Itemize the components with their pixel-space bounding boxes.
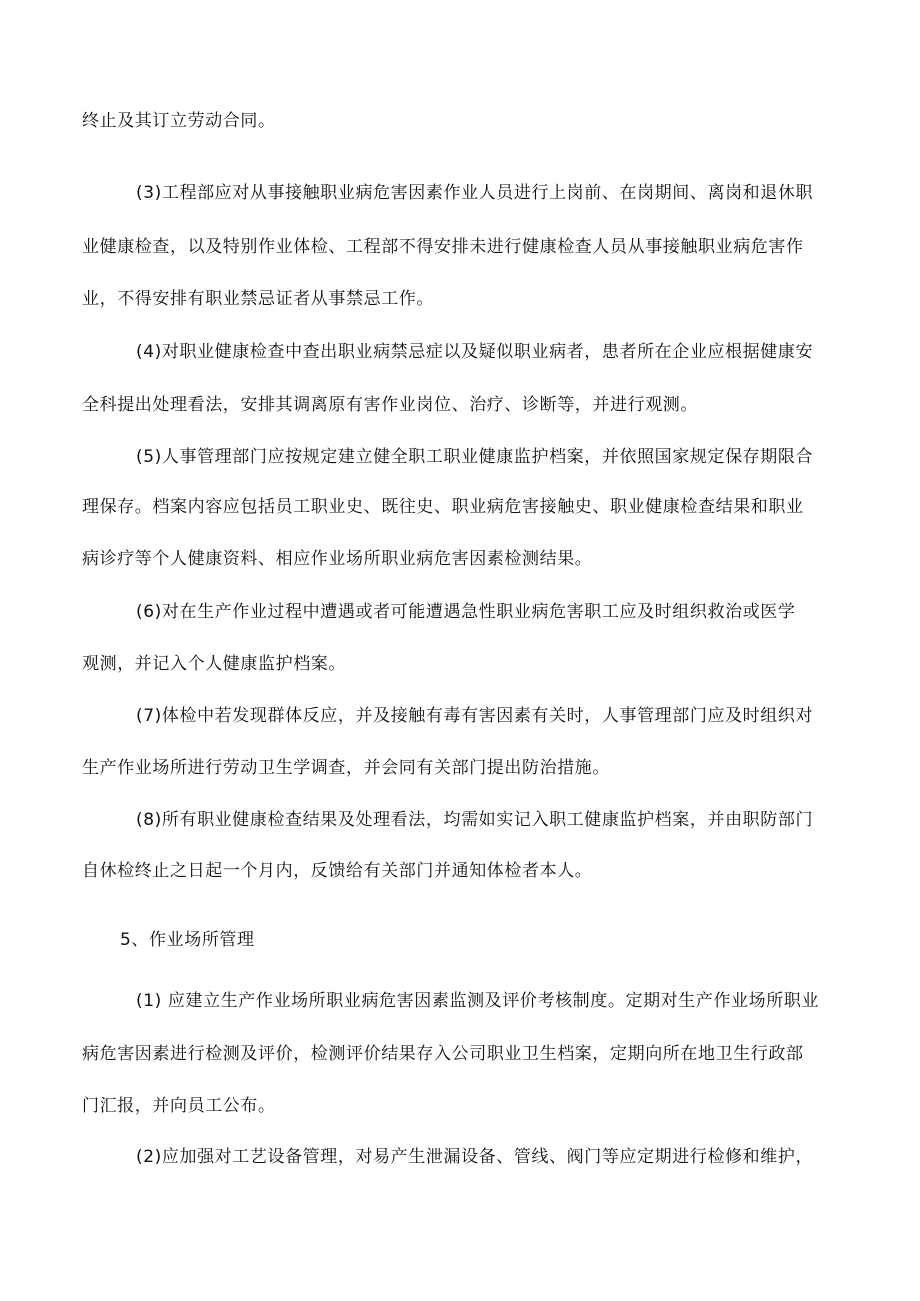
text-line: 门汇报，并向员工公布。 xyxy=(82,1096,276,1116)
text-line: 理保存。档案内容应包括员工职业史、既往史、职业病危害接触史、职业健康检查结果和职业 xyxy=(82,497,804,517)
text-line: (8)所有职业健康检查结果及处理看法，均需如实记入职工健康监护档案，并由职防部门 xyxy=(136,810,814,830)
text-line: 观测，并记入个人健康监护档案。 xyxy=(82,654,346,674)
text-line: (1) 应建立生产作业场所职业病危害因素监测及评价考核制度。定期对生产作业场所职业 xyxy=(136,991,820,1011)
text-line: (7)体检中若发现群体反应，并及接触有毒有害因素有关时，人事管理部门应及时组织对 xyxy=(136,706,814,726)
text-line: (5)人事管理部门应按规定建立健全职工职业健康监护档案，并依照国家规定保存期限合 xyxy=(136,447,814,467)
text-line: 生产作业场所进行劳动卫生学调查，并会同有关部门提出防治措施。 xyxy=(82,758,610,778)
text-line: 业健康检查，以及特别作业体检、工程部不得安排未进行健康检查人员从事接触职业病危害作 xyxy=(82,237,804,257)
text-line: 终止及其订立劳动合同。 xyxy=(82,111,276,131)
section-heading: 5、作业场所管理 xyxy=(120,930,255,950)
text-line: 业，不得安排有职业禁忌证者从事禁忌工作。 xyxy=(82,289,434,309)
text-line: 全科提出处理看法，安排其调离原有害作业岗位、治疗、诊断等，并进行观测。 xyxy=(82,395,698,415)
text-line: (4)对职业健康检查中查出职业病禁忌症以及疑似职业病者，患者所在企业应根据健康安 xyxy=(136,342,814,362)
text-line: (6)对在生产作业过程中遭遇或者可能遭遇急性职业病危害职工应及时组织救治或医学 xyxy=(136,602,796,622)
text-line: (3)工程部应对从事接触职业病危害因素作业人员进行上岗前、在岗期间、离岗和退休职 xyxy=(136,183,814,203)
text-line: 病诊疗等个人健康资料、相应作业场所职业病危害因素检测结果。 xyxy=(82,549,593,569)
text-line: 病危害因素进行检测及评价，检测评价结果存入公司职业卫生档案，定期向所在地卫生行政部 xyxy=(82,1044,804,1064)
text-line: (2)应加强对工艺设备管理，对易产生泄漏设备、管线、阀门等应定期进行检修和维护， xyxy=(136,1147,814,1167)
text-line: 自休检终止之日起一个月内，反馈给有关部门并通知体检者本人。 xyxy=(82,861,593,881)
